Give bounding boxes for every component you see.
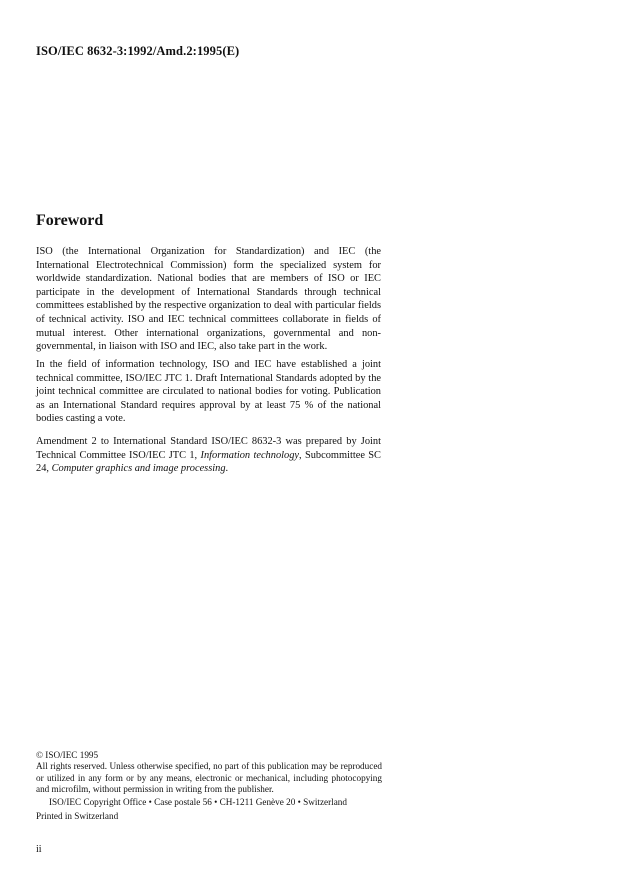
foreword-paragraph-1: ISO (the International Organization for Standardization) and IEC (the International Electrotechnical Commission) form the specialized system for worldwide standardization. National bodies that are members of ISO or IEC participate in the development of International Standards through technical committees established by the respective organization to deal with particular fields of technical activity. ISO and IEC technical committees collaborate in fields of mutual interest. Other international organizations, governmental and non-governmental, in liaison with ISO and IEC, also take part in the work.	[36, 246, 381, 353]
copyright-notice: © ISO/IEC 1995	[36, 750, 99, 760]
committee-title: Information technology	[200, 449, 300, 461]
foreword-paragraph-2: In the field of information technology, ISO and IEC have established a joint technical committee, ISO/IEC JTC 1. Draft International Standards adopted by the joint technical committee are circulated to national bodies for voting. Publication as an International Standard requires approval by at least 75 % of the national bodies casting a vote.	[36, 359, 381, 425]
foreword-heading: Foreword	[36, 212, 104, 229]
subcommittee-title: Computer graphics and image processing	[51, 463, 226, 475]
foreword-paragraph-3	[36, 435, 381, 476]
copyright-block	[36, 750, 382, 822]
page-number: ii	[36, 844, 42, 855]
paragraph-3-mid: , Subcommittee SC 24,	[36, 449, 381, 475]
copyright-office-address: ISO/IEC Copyright Office • Case postale 56 • CH-1211 Genève 20 • Switzerland	[49, 796, 347, 807]
paragraph-3-end: .	[225, 463, 229, 475]
document-designation: ISO/IEC 8632-3:1992/Amd.2:1995(E)	[36, 44, 240, 58]
printed-in: Printed in Switzerland	[36, 811, 119, 822]
paragraph-3-lead: Amendment 2 to International Standard ISO/IEC 8632-3 was prepared by Joint Technical Committee ISO/IEC JTC 1,	[36, 436, 381, 461]
rights-statement: All rights reserved. Unless otherwise specified, no part of this publication may be reproduced or utilized in any form or by any means, electronic or mechanical, including photocopying and microfilm, without permission in writing from the publisher.	[36, 761, 382, 795]
